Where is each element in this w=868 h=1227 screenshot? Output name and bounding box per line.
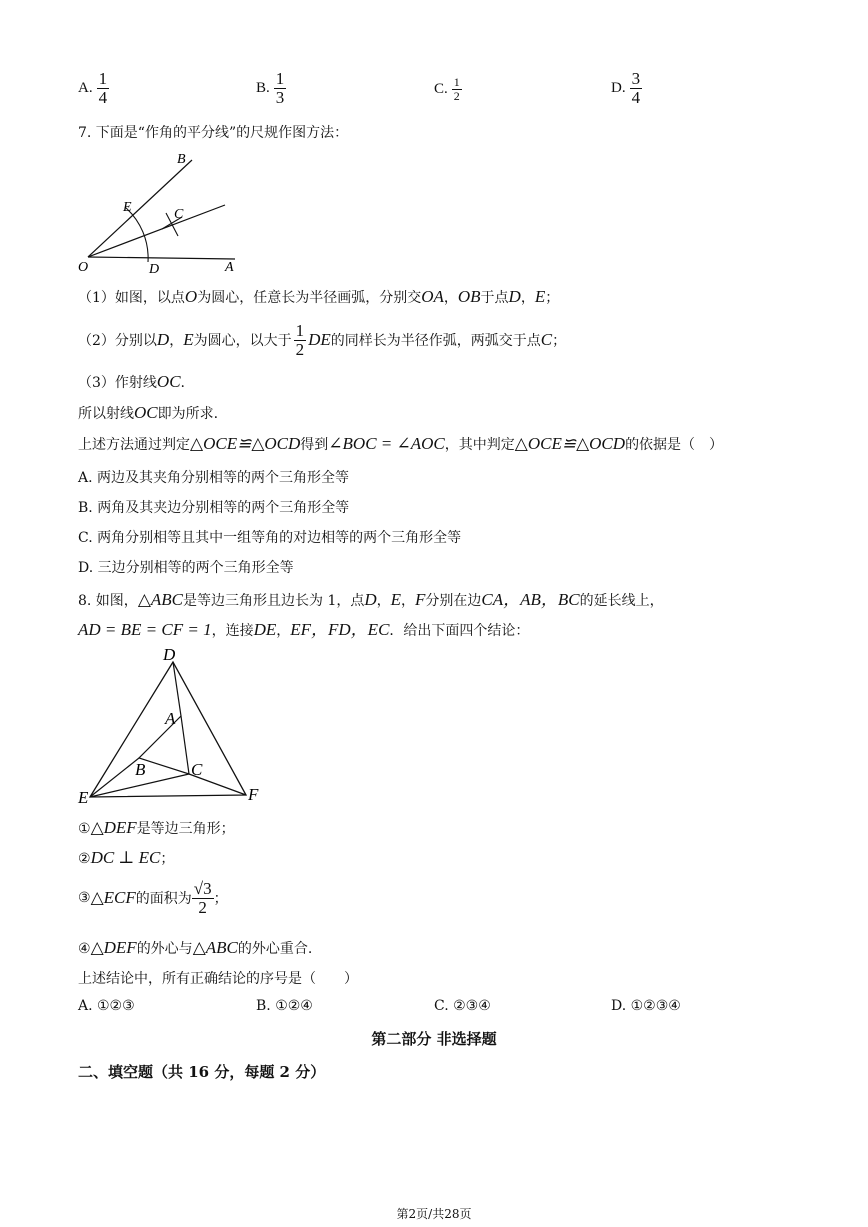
ray-oc [88,205,225,257]
q8-stem-line2: AD = BE = CF = 1，连接DE，EF，FD，EC．给出下面四个结论： [78,620,530,639]
fraction-one-half: $\frac{1}{2}$ [295,321,305,359]
q6-option-a: A. $\frac{1}{4}$ [78,69,108,107]
q6-option-b: B. $\frac{1}{3}$ [256,69,285,107]
label-b: B [135,760,146,779]
q6-option-d: D. $\frac{3}{4}$ [611,69,641,107]
q7-step2: （2）分别以 D ， E 为圆心，以大于 $\frac{1}{2}$ DE 的同样长为半径作弧，两弧交于点 C ； [78,321,567,359]
fraction: $\frac{3}{4}$ [631,69,641,107]
label-c: C [191,760,203,779]
q7-option-b: B. 两角及其夹边分别相等的两个三角形全等 [78,500,350,516]
fraction: $\frac{1}{2}$ [453,75,460,103]
label-d: D [149,262,160,277]
q8-option-a: A. ①②③ [78,998,135,1014]
ray-oa [88,257,235,259]
q6-option-c: C. $\frac{1}{2}$ [434,75,460,103]
fraction: $\frac{1}{3}$ [275,69,285,107]
part2-title: 第二部分 非选择题 [371,1030,497,1048]
arc-de [125,207,148,262]
label-o: O [78,260,89,275]
q8-option-b: B. ①②④ [256,998,313,1014]
q7-option-c: C. 两角分别相等且其中一组等角的对边相等的两个三角形全等 [78,530,462,546]
q8-ask: 上述结论中，所有正确结论的序号是（ ） [78,971,358,987]
label-d: D [163,645,176,664]
label-e: E [78,788,89,807]
q7-option-a: A. 两边及其夹角分别相等的两个三角形全等 [78,470,350,486]
q8-option-c: C. ②③④ [434,998,491,1014]
fraction: $\frac{1}{4}$ [98,69,108,107]
q8-conclusion-3: ③ △ECF 的面积为 $\frac{√3}{2}$ ； [78,879,228,917]
q7-option-d: D. 三边分别相等的两个三角形全等 [78,560,294,576]
label-c: C [174,207,184,222]
q7-conclusion: 所以射线OC即为所求. [78,403,219,422]
q8-stem-line1: 8. 如图，△ABC是等边三角形且边长为 1，点D，E，F分别在边CA，AB，BC的延长线上， [78,590,664,609]
q7-step1: （1）如图，以点O为圆心，任意长为半径画弧，分别交OA，OB于点D，E； [78,287,560,306]
q7-angle-bisector-figure [70,145,250,280]
q8-conclusion-2: ②DC ⊥ EC； [78,848,175,867]
q8-conclusion-4: ④△DEF的外心与△ABC的外心重合. [78,938,313,957]
q8-option-d: D. ①②③④ [611,998,681,1014]
page-footer: 第2页/共28页 [396,1207,472,1221]
label-e: E [123,200,132,215]
triangle-abc [139,716,189,774]
q8-conclusion-1: ①△DEF是等边三角形； [78,818,235,837]
section2-title: 二、填空题（共 16 分，每题 2 分） [78,1063,326,1081]
label-b: B [177,152,186,167]
fraction-sqrt3-over-2: $\frac{√3}{2}$ [193,879,212,917]
q7-question: 上述方法通过判定△OCE≌△OCD得到∠BOC = ∠AOC，其中判定△OCE≌△OCD的依据是（ ） [78,434,724,453]
q7-step3: （3）作射线OC. [78,372,185,391]
q8-triangle-figure [70,640,270,810]
label-a: A [225,260,234,275]
q7-stem: 7. 下面是“作角的平分线”的尺规作图方法： [78,125,349,141]
label-f: F [248,785,259,804]
label-a: A [165,709,176,728]
